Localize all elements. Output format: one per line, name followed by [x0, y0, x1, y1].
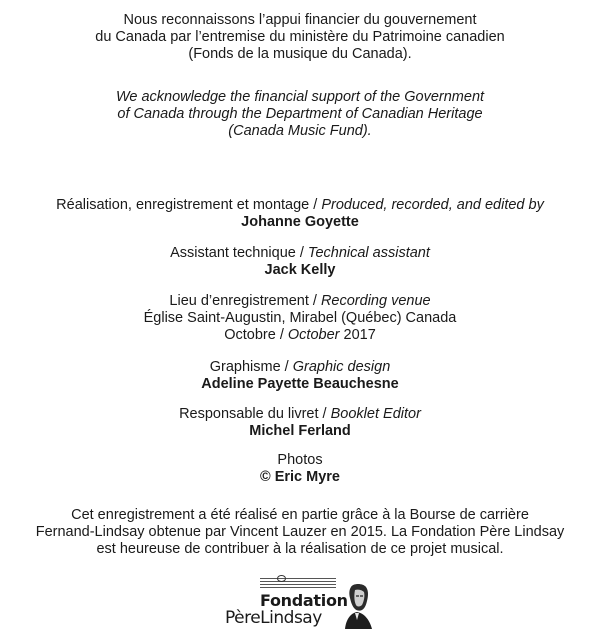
- closing-paragraph: [0, 507, 600, 558]
- ack-en-line: of Canada through the Department of Canadian Heritage: [117, 106, 483, 122]
- role-english: Booklet Editor: [330, 406, 421, 422]
- logo-word-fondation: Fondation: [260, 591, 348, 610]
- credit-name: Johanne Goyette: [241, 214, 359, 230]
- role-french: Assistant technique: [170, 245, 296, 261]
- role-separator: /: [318, 406, 331, 422]
- closing-line: est heureuse de contribuer à la réalisation de ce projet musical.: [96, 541, 504, 557]
- credit-role: [0, 245, 600, 262]
- date-year: 2017: [339, 327, 376, 343]
- credit-name: Jack Kelly: [264, 262, 336, 278]
- date-english: October: [287, 327, 340, 343]
- credit-name: © Eric Myre: [260, 469, 340, 485]
- role-separator: /: [309, 197, 322, 213]
- staff-lines-icon: [260, 578, 336, 590]
- role-french: Lieu d’enregistrement: [169, 293, 309, 309]
- credit-assistant: [0, 245, 600, 279]
- role-french: Responsable du livret: [179, 406, 319, 422]
- ack-fr-line: du Canada par l’entremise du ministère du Patrimoine canadien: [95, 29, 505, 45]
- ack-en-line: (Canada Music Fund).: [228, 123, 372, 139]
- role-french: Graphisme: [209, 359, 281, 375]
- ack-en-line: We acknowledge the financial support of the Government: [115, 89, 485, 105]
- credit-role: [0, 406, 600, 423]
- credit-name: Michel Ferland: [249, 423, 351, 439]
- fondation-pere-lindsay-logo: [224, 576, 374, 631]
- portrait-icon: [341, 582, 373, 629]
- role-french: Réalisation, enregistrement et montage: [56, 197, 310, 213]
- venue-place: Église Saint-Augustin, Mirabel (Québec) Canada: [143, 310, 457, 326]
- date-separator: /: [275, 327, 288, 343]
- credit-name: Adeline Payette Beauchesne: [201, 376, 399, 392]
- role-separator: /: [295, 245, 308, 261]
- role-english: Graphic design: [292, 359, 391, 375]
- credit-photos: [0, 452, 600, 486]
- ack-fr-line: (Fonds de la musique du Canada).: [188, 46, 412, 62]
- role-separator: /: [280, 359, 293, 375]
- date-french: Octobre: [224, 327, 276, 343]
- credit-role: [0, 359, 600, 376]
- credit-role: [0, 197, 600, 214]
- credit-role: [0, 293, 600, 310]
- role-separator: /: [308, 293, 321, 309]
- credit-role: Photos: [277, 452, 323, 468]
- logo-word-pere-lindsay: PèreLindsay: [225, 608, 322, 628]
- credit-production: [0, 197, 600, 231]
- ack-fr-line: Nous reconnaissons l’appui financier du gouvernement: [123, 12, 477, 28]
- credit-graphic-design: [0, 359, 600, 393]
- role-english: Technical assistant: [307, 245, 430, 261]
- venue-date: [0, 327, 600, 344]
- closing-line: Fernand-Lindsay obtenue par Vincent Lauzer en 2015. La Fondation Père Lindsay: [35, 524, 565, 540]
- credit-booklet-editor: [0, 406, 600, 440]
- role-english: Produced, recorded, and edited by: [321, 197, 544, 213]
- acknowledgement-french: [0, 12, 600, 63]
- role-english: Recording venue: [320, 293, 431, 309]
- acknowledgement-english: [0, 89, 600, 140]
- music-note-icon: [277, 575, 286, 582]
- closing-line: Cet enregistrement a été réalisé en partie grâce à la Bourse de carrière: [71, 507, 529, 523]
- credit-venue: [0, 293, 600, 344]
